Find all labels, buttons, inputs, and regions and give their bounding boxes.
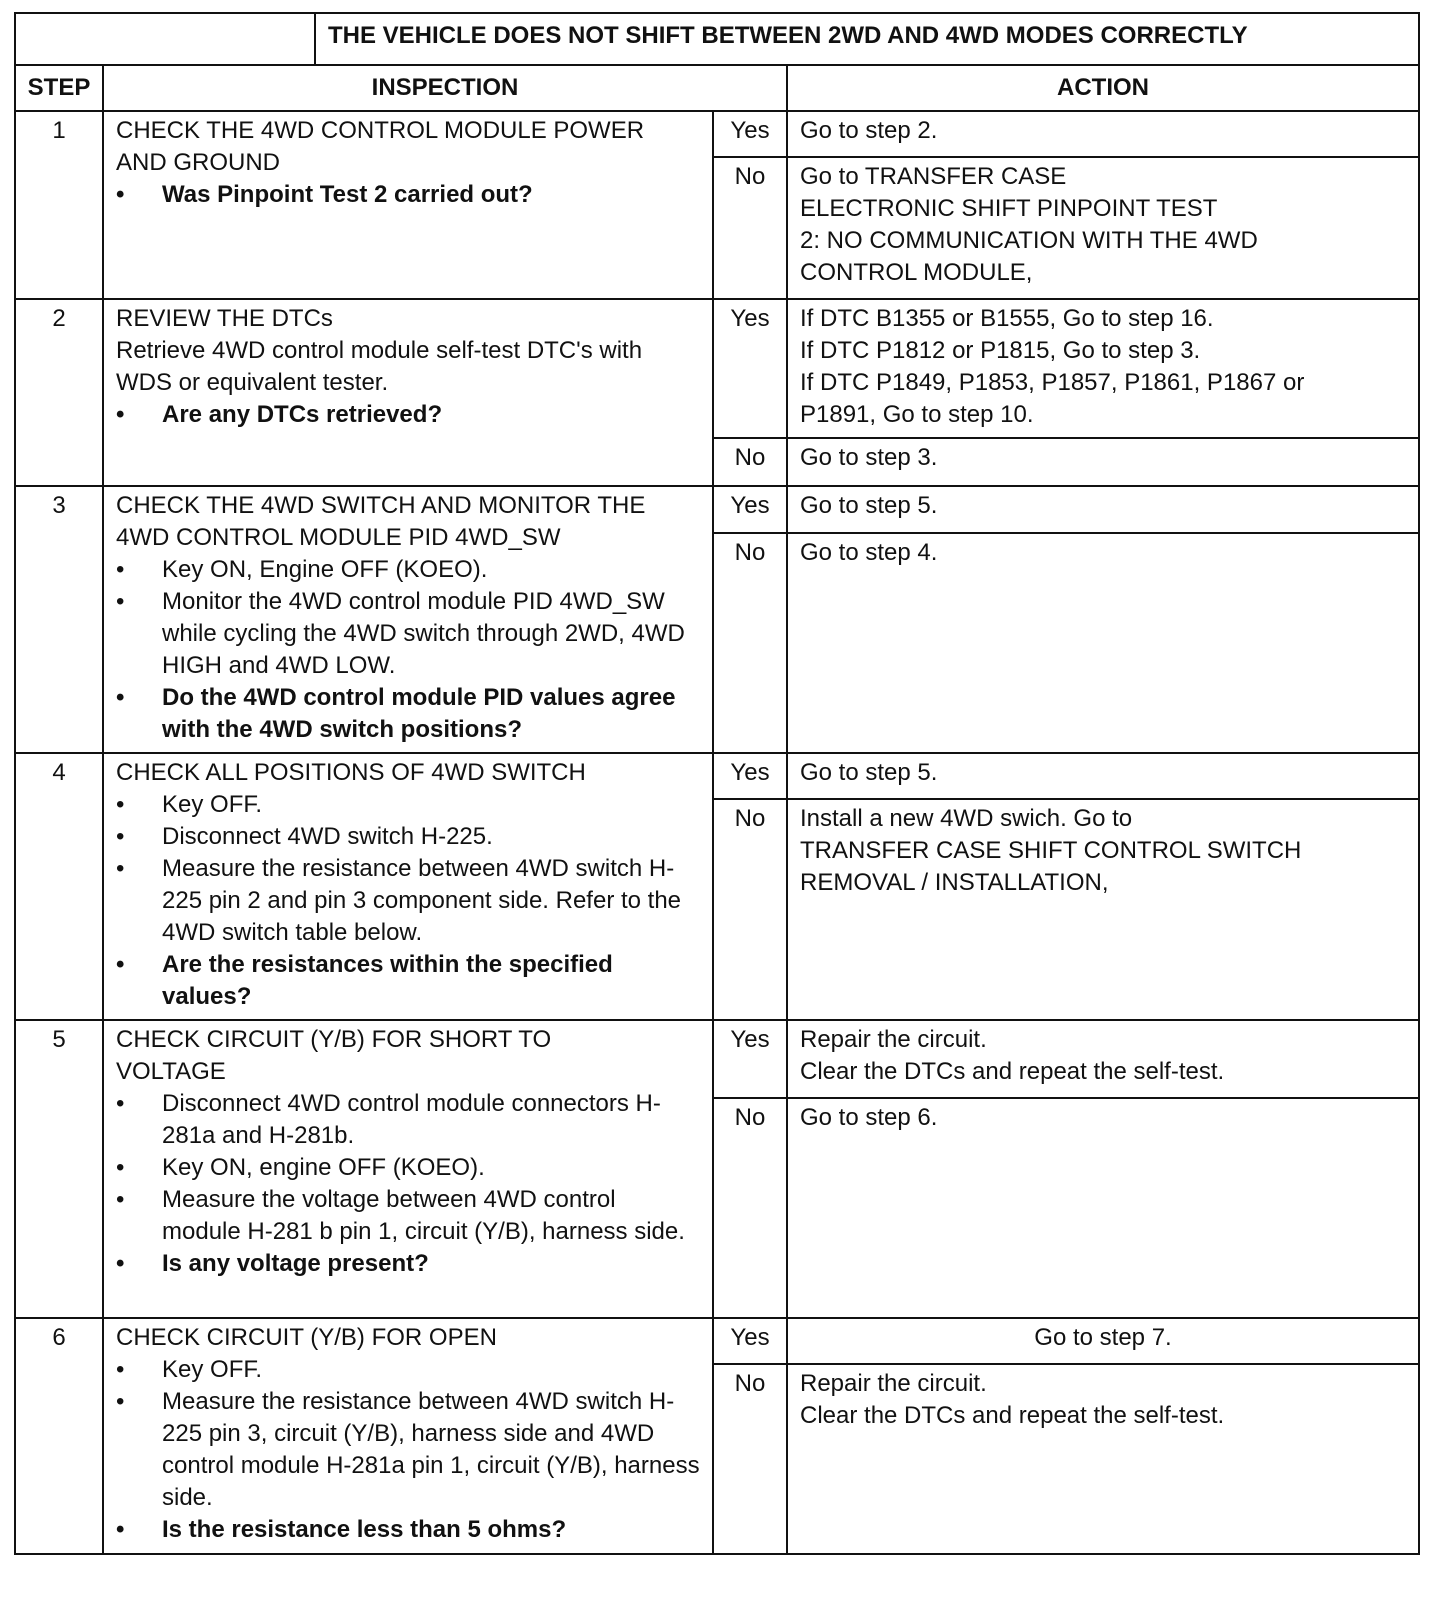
action-line: Go to step 5. [800, 492, 938, 519]
header-row [15, 65, 1419, 111]
no-action [787, 1364, 1419, 1554]
inspection-cell [103, 111, 713, 299]
action-line: Go to step 6. [800, 1104, 938, 1131]
yes-label: Yes [713, 111, 787, 157]
diagnostic-table [14, 12, 1420, 1555]
inspection-heading-line: CHECK CIRCUIT (Y/B) FOR OPEN [116, 1324, 497, 1351]
yes-label: Yes [713, 299, 787, 438]
action-line: If DTC B1355 or B1555, Go to step 16. [800, 305, 1214, 332]
step-number: 1 [15, 111, 103, 299]
yes-action [787, 753, 1419, 799]
action-line: ELECTRONIC SHIFT PINPOINT TEST [800, 195, 1218, 222]
no-label: No [713, 1098, 787, 1318]
no-label: No [713, 799, 787, 1020]
action-line: P1891, Go to step 10. [800, 401, 1034, 428]
inspection-cell [103, 486, 713, 753]
yes-label: Yes [713, 1020, 787, 1098]
inspection-heading-line: CHECK THE 4WD SWITCH AND MONITOR THE [116, 492, 646, 519]
title-row [15, 13, 1419, 65]
no-label: No [713, 1364, 787, 1554]
action-line: If DTC P1849, P1853, P1857, P1861, P1867 or [800, 369, 1305, 396]
inspection-question: • Is the resistance less than 5 ohms? [116, 1514, 700, 1546]
inspection-bullet-list [116, 1088, 700, 1280]
inspection-heading-line: CHECK THE 4WD CONTROL MODULE POWER [116, 117, 645, 144]
no-action [787, 157, 1419, 299]
action-line: TRANSFER CASE SHIFT CONTROL SWITCH [800, 837, 1302, 865]
yes-action [787, 1020, 1419, 1098]
yes-label: Yes [713, 486, 787, 533]
inspection-bullet-list [116, 179, 700, 211]
no-label: No [713, 533, 787, 753]
inspection-detail-line: Retrieve 4WD control module self-test DTC's with [116, 337, 643, 364]
step-number: 6 [15, 1318, 103, 1554]
table-title: THE VEHICLE DOES NOT SHIFT BETWEEN 2WD AND 4WD MODES CORRECTLY [315, 13, 1419, 65]
inspection-heading-line: CHECK ALL POSITIONS OF 4WD SWITCH [116, 759, 586, 786]
inspection-bullet: • Disconnect 4WD control module connectors H-281a and H-281b. [116, 1088, 700, 1152]
action-line: Go to step 2. [800, 117, 938, 144]
header-inspection: INSPECTION [103, 65, 787, 111]
action-line: Go to step 4. [800, 538, 938, 566]
inspection-bullet: • Key ON, engine OFF (KOEO). [116, 1152, 700, 1184]
inspection-question: • Are the resistances within the specified values? [116, 949, 700, 1013]
inspection-question: • Was Pinpoint Test 2 carried out? [116, 179, 700, 211]
no-label: No [713, 157, 787, 299]
step-row-yes [15, 1318, 1419, 1364]
inspection-bullet: • Measure the voltage between 4WD control module H-281 b pin 1, circuit (Y/B), harness side. [116, 1184, 700, 1248]
inspection-bullet: • Key OFF. [116, 1354, 700, 1386]
action-line: Go to step 3. [800, 444, 938, 471]
step-number: 3 [15, 486, 103, 753]
no-action [787, 438, 1419, 486]
step-row-yes [15, 299, 1419, 438]
inspection-cell [103, 753, 713, 1020]
step-row-yes [15, 111, 1419, 157]
action-line: Repair the circuit. [800, 1026, 987, 1053]
action-line: Go to step 7. [1034, 1324, 1172, 1351]
inspection-question: • Do the 4WD control module PID values agree with the 4WD switch positions? [116, 682, 700, 746]
inspection-cell [103, 299, 713, 486]
table-body [15, 111, 1419, 1554]
step-row-yes [15, 1020, 1419, 1098]
inspection-cell [103, 1020, 713, 1318]
header-step: STEP [15, 65, 103, 111]
inspection-bullet-list [116, 399, 700, 431]
action-line: Repair the circuit. [800, 1370, 987, 1397]
inspection-bullet-list [116, 1354, 700, 1546]
inspection-question: • Is any voltage present? [116, 1248, 700, 1280]
action-line: Go to TRANSFER CASE [800, 163, 1067, 190]
action-line: REMOVAL / INSTALLATION, [800, 869, 1109, 897]
inspection-bullet: • Measure the resistance between 4WD switch H-225 pin 2 and pin 3 component side. Refer to the 4WD switch table below. [116, 853, 700, 949]
action-line: Go to step 5. [800, 759, 938, 786]
no-action [787, 1098, 1419, 1318]
inspection-bullet-list [116, 789, 700, 1013]
action-line: 2: NO COMMUNICATION WITH THE 4WD [800, 227, 1258, 254]
no-action [787, 799, 1419, 1020]
action-line: Clear the DTCs and repeat the self-test. [800, 1058, 1225, 1085]
step-row-yes [15, 753, 1419, 799]
action-line: If DTC P1812 or P1815, Go to step 3. [800, 337, 1201, 364]
inspection-bullet: • Disconnect 4WD switch H-225. [116, 821, 700, 853]
step-number: 4 [15, 753, 103, 1020]
title-blank-cell [15, 13, 315, 65]
inspection-bullet: • Monitor the 4WD control module PID 4WD_SW while cycling the 4WD switch through 2WD, 4WD HIGH and 4WD LOW. [116, 586, 700, 682]
yes-label: Yes [713, 1318, 787, 1364]
inspection-question: • Are any DTCs retrieved? [116, 399, 700, 431]
inspection-heading-line: REVIEW THE DTCs [116, 305, 333, 332]
yes-action [787, 486, 1419, 533]
inspection-bullet: • Measure the resistance between 4WD switch H-225 pin 3, circuit (Y/B), harness side and 4WD control module H-281a pin 1, circuit (Y/B), harness side. [116, 1386, 700, 1514]
header-action: ACTION [787, 65, 1419, 111]
inspection-heading-line: AND GROUND [116, 149, 281, 176]
inspection-bullet-list [116, 554, 700, 746]
inspection-cell [103, 1318, 713, 1554]
yes-action [787, 1318, 1419, 1364]
inspection-heading-line: 4WD CONTROL MODULE PID 4WD_SW [116, 524, 561, 551]
yes-label: Yes [713, 753, 787, 799]
inspection-bullet: • Key ON, Engine OFF (KOEO). [116, 554, 700, 586]
inspection-heading-line: VOLTAGE [116, 1058, 226, 1085]
action-line: CONTROL MODULE, [800, 259, 1033, 286]
inspection-detail-line: WDS or equivalent tester. [116, 369, 389, 396]
action-line: Install a new 4WD swich. Go to [800, 805, 1133, 833]
yes-action [787, 111, 1419, 157]
no-action [787, 533, 1419, 753]
inspection-bullet: • Key OFF. [116, 789, 700, 821]
inspection-heading-line: CHECK CIRCUIT (Y/B) FOR SHORT TO [116, 1026, 552, 1053]
action-line: Clear the DTCs and repeat the self-test. [800, 1402, 1225, 1429]
step-number: 2 [15, 299, 103, 486]
yes-action [787, 299, 1419, 438]
step-row-yes [15, 486, 1419, 533]
no-label: No [713, 438, 787, 486]
step-number: 5 [15, 1020, 103, 1318]
